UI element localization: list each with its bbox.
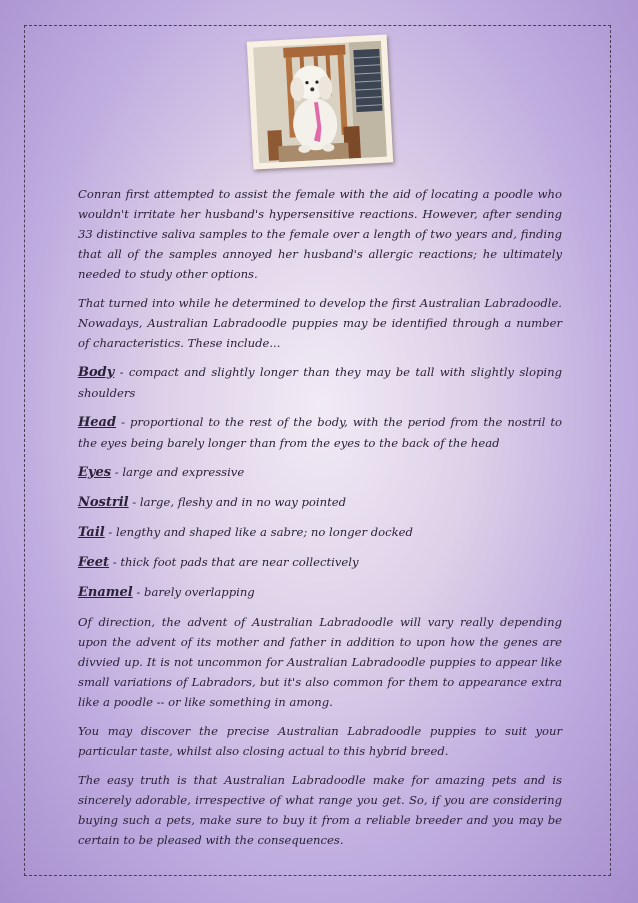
- characteristic-term: Feet: [78, 555, 110, 570]
- characteristic-desc: - lengthy and shaped like a sabre; no longer docked: [104, 525, 413, 539]
- characteristic-body: [78, 362, 562, 403]
- characteristic-desc: - large and expressive: [111, 465, 245, 479]
- characteristic-term: Eyes: [78, 465, 112, 480]
- article-body: [78, 184, 562, 859]
- characteristic-nostril: [78, 492, 562, 513]
- characteristic-term: Body: [78, 365, 115, 380]
- characteristic-desc: - large, fleshy and in no way pointed: [128, 495, 347, 509]
- characteristic-term: Nostril: [78, 495, 129, 510]
- paragraph-discover: You may discover the precise Australian Labradoodle puppies to suit your particular taste, whilst also closing actual to this hybrid breed.: [78, 724, 562, 758]
- dog-photo-icon: [253, 41, 387, 164]
- characteristic-tail: [78, 522, 562, 543]
- paragraph-intro: Conran first attempted to assist the female with the aid of locating a poodle who wouldn't irritate her husband's hypersensitive reactions. However, after sending 33 distinctive saliva samples to the female over a length of two years and, finding that all of the samples annoyed her husband's allergic reactions; he ultimately needed to study other options.: [78, 187, 562, 281]
- characteristic-eyes: [78, 462, 562, 483]
- characteristic-term: Tail: [78, 525, 105, 540]
- characteristic-desc: - barely overlapping: [132, 585, 255, 599]
- characteristic-enamel: [78, 582, 562, 603]
- characteristic-head: [78, 412, 562, 453]
- characteristic-term: Enamel: [78, 585, 133, 600]
- paragraph-characteristics-intro: That turned into while he determined to develop the first Australian Labradoodle. Nowadays, Australian Labradoodle puppies may be identified through a number of characteristics. These include...: [78, 296, 562, 350]
- dog-photo: [247, 34, 394, 169]
- characteristic-desc: - thick foot pads that are near collectively: [109, 555, 359, 569]
- characteristic-feet: [78, 552, 562, 573]
- paragraph-appearance: Of direction, the advent of Australian Labradoodle will vary really depending upon the advent of its mother and father in addition to upon how the genes are divvied up. It is not uncommon for Australian Labradoodle puppies to appear like small variations of Labradors, but it's also common for them to appearance extra like a poodle -- or like something in among.: [78, 615, 562, 709]
- characteristic-term: Head: [78, 415, 117, 430]
- characteristic-desc: - compact and slightly longer than they may be tall with slightly sloping shoulders: [78, 365, 562, 400]
- paragraph-conclusion: The easy truth is that Australian Labradoodle make for amazing pets and is sincerely adorable, irrespective of what range you get. So, if you are considering buying such a pets, make sure to buy it from a reliable breeder and you may be certain to be pleased with the consequences.: [78, 773, 562, 847]
- characteristic-desc: - proportional to the rest of the body, with the period from the nostril to the eyes being barely longer than from the eyes to the back of the head: [78, 415, 562, 450]
